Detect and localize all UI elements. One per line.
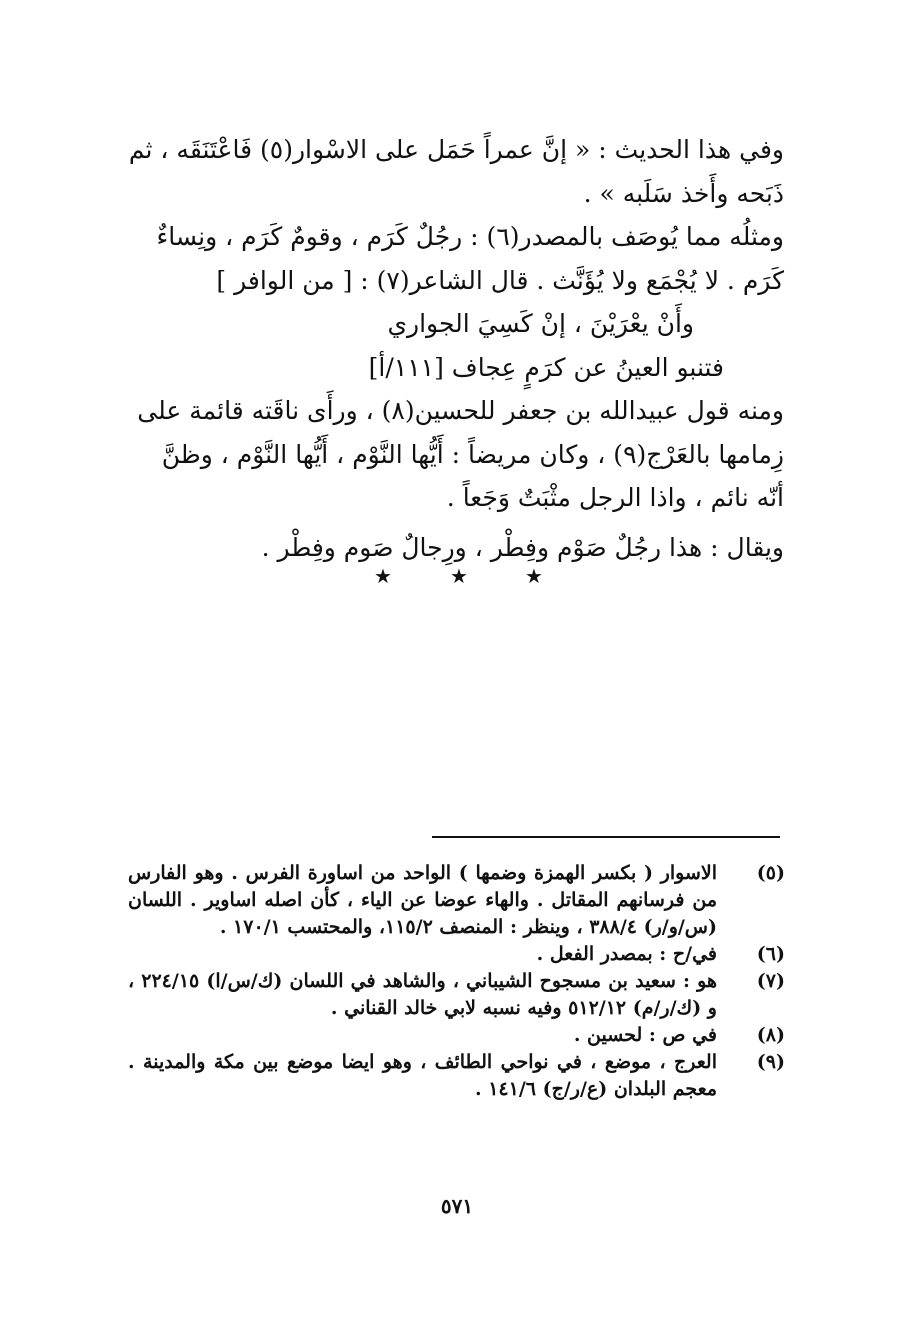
footnote-8: [128, 1022, 785, 1049]
star-icon: ★: [525, 564, 543, 588]
footnote-number: (٩): [756, 1051, 785, 1073]
page-number: ٥٧١: [440, 1194, 474, 1218]
footnote-text: الاسوار ( بكسر الهمزة وضمها ) الواحد من اساورة الفرس . وهو الفارس من فرسانهم المقاتل . والهاء عوضا عن الياء ، كأن اصله اساوير . اللسان (س/و/ر) ٣٨٨/٤ ، وينظر : المنصف ١١٥/٢، والمحتسب ١٧٠/١ .: [128, 862, 717, 938]
paragraph-masdar: ومثلُه مما يُوصَف بالمصدر(٦) : رجُلٌ كَرَم ، وقومٌ كَرَم ، ونِساءٌ كَرَم . لا يُجْمَع ولا يُؤَنَّث . قال الشاعر(٧) : [ من الوافر ]: [156, 222, 784, 295]
footnote-6: [128, 941, 785, 968]
footnote-text: العرج ، موضع ، في نواحي الطائف ، وهو ايضا موضع بين مكة والمدينة . معجم البلدان (ع/ر/ج) ١٤١/٦ .: [128, 1051, 717, 1100]
footnote-text: هو : سعيد بن مسجوح الشيباني ، والشاهد في اللسان (ك/س/ا) ٢٢٤/١٥ ، و (ك/ر/م) ٥١٢/١٢ وفيه نسبه لابي خالد القناني .: [128, 970, 717, 1019]
star-icon: ★: [450, 564, 468, 588]
footnote-text: في ص : لحسين .: [573, 1024, 717, 1046]
paragraph-ubaidallah: ومنه قول عبيدالله بن جعفر للحسين(٨) ، ورأَى ناقَته قائمة على زِمامها بالعَرْج(٩) ، وكان مريضاً : أَيُّها النَّوْم ، أَيُّها النَّوْم ، وظنَّ أنّه نائم ، واذا الرجل مثْبَتٌ وَجَعاً .: [137, 396, 784, 512]
main-text: [128, 128, 784, 569]
paragraph-sawm-fitr: ويقال : هذا رجُلٌ صَوْم وفِطْر ، ورِجالٌ صَوم وفِطْر .: [261, 532, 784, 562]
footnote-number: (٨): [756, 1024, 785, 1046]
footnote-text: في/ح : بمصدر الفعل .: [536, 943, 717, 965]
footnote-5: [128, 860, 785, 941]
footnotes: [128, 860, 785, 1103]
section-stars: [0, 566, 914, 592]
paragraph-hadith: وفي هذا الحديث : « إنَّ عمراً حَمَل على الاسْوار(٥) فَاعْتَنَقَه ، ثم ذَبَحه وأَخذ سَلَبه » .: [128, 135, 784, 208]
footnote-7: [128, 968, 785, 1022]
footnote-number: (٦): [756, 943, 785, 965]
footnote-number: (٧): [756, 970, 785, 992]
star-icon: ★: [374, 564, 392, 588]
footnote-number: (٥): [756, 862, 785, 884]
footnote-9: [128, 1049, 785, 1103]
verse-line-1: وأَنْ يعْرَيْنَ ، إنْ كَسِيَ الجواري: [387, 309, 694, 338]
footnote-separator: [432, 836, 780, 838]
verse-line-2: فتنبو العينُ عن كرَمٍ عِجاف [١١١/أ]: [368, 352, 724, 382]
